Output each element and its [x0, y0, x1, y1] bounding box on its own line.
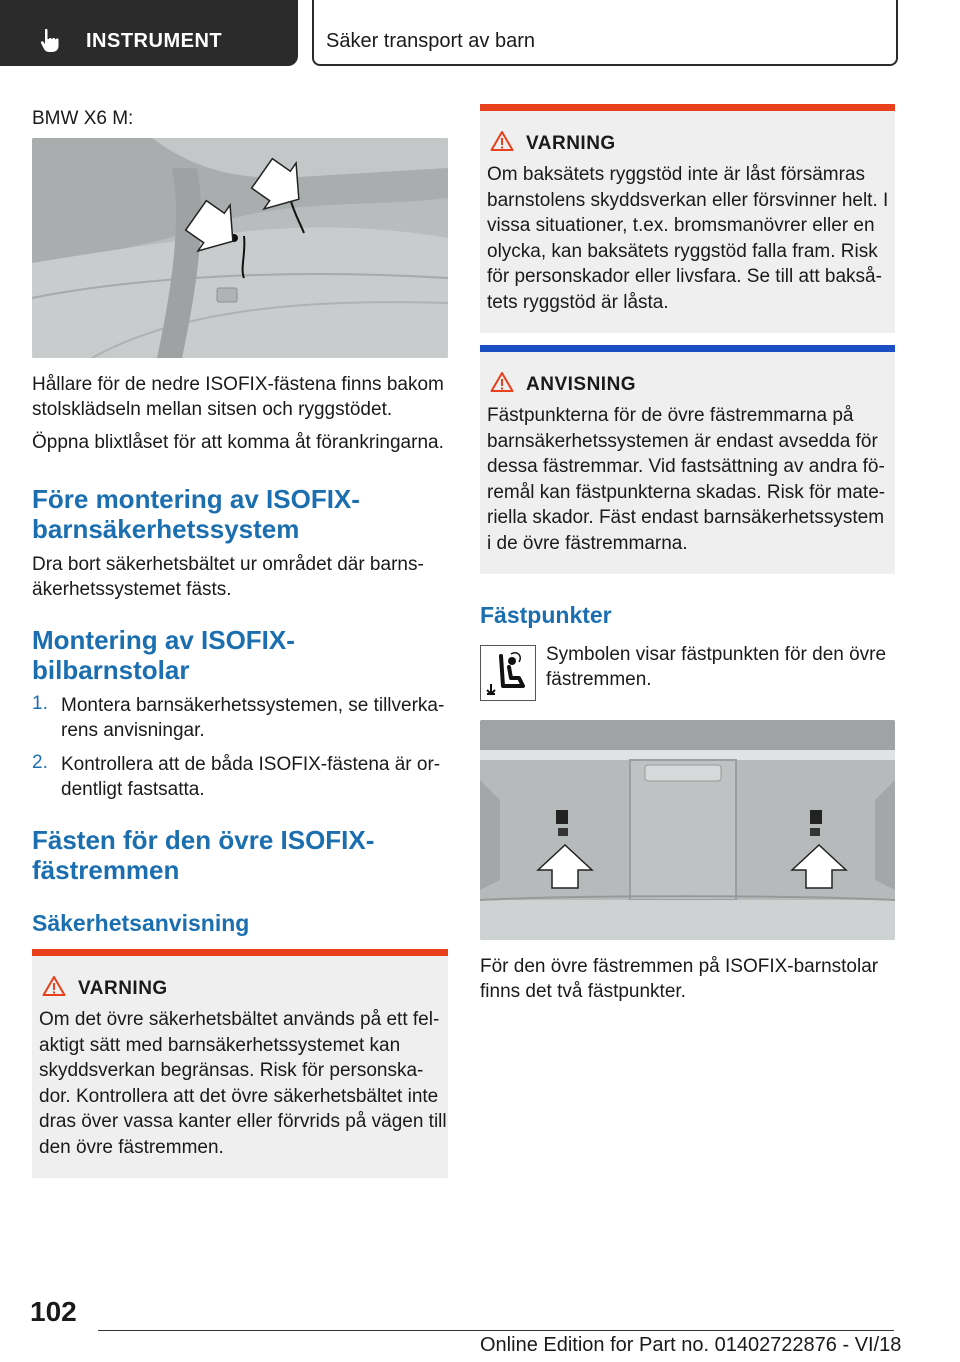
footer-divider — [98, 1330, 894, 1331]
notice-triangle-icon — [490, 371, 514, 393]
photo-caption-line2: stolsklädseln mellan sitsen och ryggstödet. — [32, 399, 393, 420]
step-2-line1: Kontrollera att de båda ISOFIX-fästena är or- — [61, 754, 441, 775]
step-2-number: 2. — [32, 752, 48, 773]
warning-line5: för personskador eller livsfara. Se till att bakså- — [487, 266, 882, 287]
warning-bar — [480, 104, 895, 111]
heading-before-mounting-line1: Före montering av ISOFIX- — [32, 484, 360, 514]
step-2-line2: dentligt fastsatta. — [61, 779, 205, 800]
warning-line5: dras över vassa kanter eller förvrids på vägen till — [39, 1111, 447, 1132]
model-label: BMW X6 M: — [32, 108, 134, 129]
anchor-points-photo — [480, 720, 895, 940]
anchor-caption-line1: För den övre fästremmen på ISOFIX-barnstolar — [480, 956, 879, 977]
symbol-text-line2: fästremmen. — [546, 669, 652, 690]
warning-title: VARNING — [526, 133, 616, 154]
warning-line1: Om baksätets ryggstöd inte är låst försämras — [487, 164, 866, 185]
heading-mounting-line2: bilbarnstolar — [32, 655, 190, 685]
heading-anchor-points: Fästpunkter — [480, 602, 612, 628]
notice-line3: dessa fästremmar. Vid fastsättning av andra fö- — [487, 456, 885, 477]
anchor-points-illustration — [480, 720, 895, 940]
notice-box — [480, 345, 895, 574]
photo-caption-line1: Hållare för de nedre ISOFIX-fästena finns bakom — [32, 374, 444, 395]
child-seat-anchor-icon — [481, 646, 535, 700]
warning-line6: tets ryggstöd är låsta. — [487, 291, 669, 313]
notice-title: ANVISNING — [526, 374, 637, 395]
notice-line2: barnsäkerhetssystemen är endast avsedda för — [487, 430, 878, 452]
warning-line1: Om det övre säkerhetsbältet används på ett fel- — [39, 1009, 440, 1030]
child-seat-anchor-symbol — [480, 645, 536, 701]
warning-line2: barnstolens skyddsverkan eller försvinner helt. I — [487, 189, 889, 211]
warning-line6: den övre fästremmen. — [39, 1136, 224, 1158]
edition-footer: Online Edition for Part no. 01402722876 - VI/18 — [480, 1334, 902, 1356]
warning-line4: olycka, kan baksätets ryggstöd falla fram. Risk — [487, 240, 878, 262]
page-number: 102 — [30, 1296, 77, 1327]
before-text-line2: äkerhetssystemet fästs. — [32, 579, 232, 600]
isofix-seat-photo — [32, 138, 448, 358]
step-1-line1: Montera barnsäkerhetssystemen, se tillverka- — [61, 695, 445, 716]
warning-title: VARNING — [78, 978, 168, 999]
warning-triangle-icon — [42, 975, 66, 997]
anchor-caption-line2: finns det två fästpunkter. — [480, 981, 686, 1002]
notice-line6: i de övre fästremmarna. — [487, 532, 688, 554]
heading-mounting-line1: Montering av ISOFIX- — [32, 625, 295, 655]
warning-bar — [32, 949, 448, 956]
notice-bar — [480, 345, 895, 352]
section-title: Säker transport av barn — [326, 30, 535, 52]
warning-line3: vissa situationer, t.ex. bromsmanövrer eller en — [487, 215, 875, 236]
isofix-seat-illustration — [32, 138, 448, 358]
heading-anchor-line2: fästremmen — [32, 855, 180, 885]
warning-box-left — [32, 949, 448, 1178]
heading-safety: Säkerhetsanvisning — [32, 910, 250, 936]
step-1-number: 1. — [32, 693, 48, 714]
warning-triangle-icon — [490, 130, 514, 152]
symbol-text-line1: Symbolen visar fästpunkten för den övre — [546, 644, 887, 665]
step-1-line2: rens anvisningar. — [61, 720, 205, 741]
notice-line4: remål kan fästpunkterna skadas. Risk för mate- — [487, 481, 886, 503]
zipper-instruction: Öppna blixtlåset för att komma åt förankringarna. — [32, 432, 444, 453]
section-header — [312, 0, 898, 66]
notice-line5: riella skador. Fäst endast barnsäkerhetssystem — [487, 507, 885, 528]
warning-line4: dor. Kontrollera att det övre säkerhetsbältet inte — [39, 1085, 439, 1107]
chapter-tab[interactable] — [0, 0, 298, 66]
before-text-line1: Dra bort säkerhetsbältet ur området där barns- — [32, 554, 424, 575]
chapter-title: INSTRUMENT — [86, 30, 223, 52]
notice-line1: Fästpunkterna för de övre fästremmarna på — [487, 405, 854, 426]
warning-box-right — [480, 104, 895, 333]
warning-line3: skyddsverkan begränsas. Risk för personska- — [39, 1060, 424, 1081]
pointing-hand-icon — [38, 27, 64, 53]
heading-before-mounting-line2: barnsäkerhetssystem — [32, 514, 300, 544]
heading-anchor-line1: Fästen för den övre ISOFIX- — [32, 825, 375, 855]
warning-line2: aktigt sätt med barnsäkerhetssystemet kan — [39, 1034, 401, 1056]
